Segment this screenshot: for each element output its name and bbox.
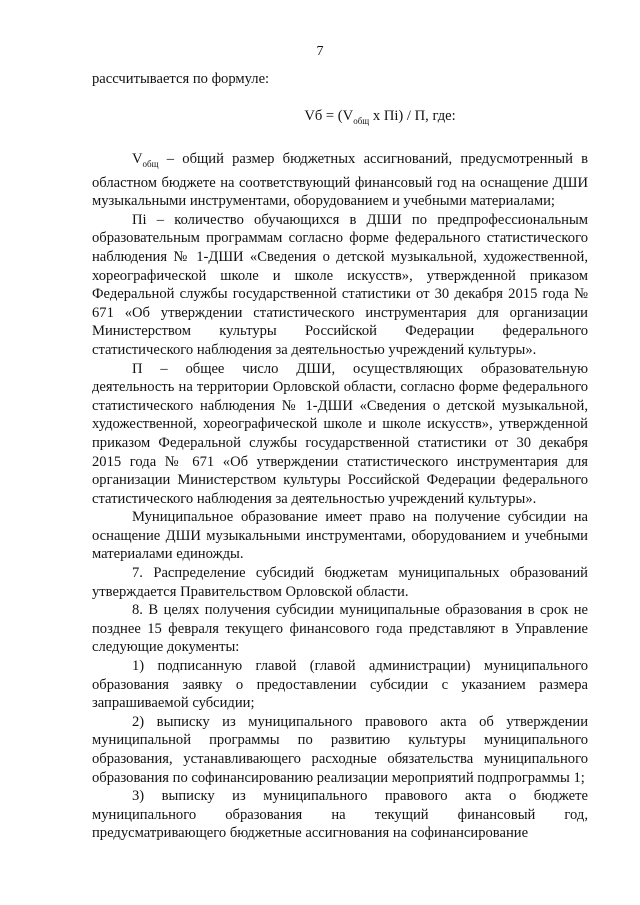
formula <box>92 107 588 131</box>
paragraph-subitem-2: 2) выписку из муниципального правового акта об утверждении муниципальной программы по развитию культуры муниципального образования, устанавливающего расходные обязательства муниципального образования по софинансированию реализации мероприятий подпрограммы 1; <box>92 713 588 786</box>
vobsh-subscript: общ <box>142 159 159 169</box>
paragraph-p-definition: П – общее число ДШИ, осуществляющих образовательную деятельность на территории Орловской области, согласно форме федерального статистического наблюдения № 1-ДШИ «Сведения о детской музыкальной, художественной, хореографической школе и школе искусств», утвержденной приказом Федеральной службы государственной статистики от 30 декабря 2015 года № 671 «Об утверждении статистического инструментария для организации Министерством культуры Российской Федерации федерального статистического наблюдения за деятельностью учреждений культуры». <box>92 360 588 507</box>
paragraph-pi-definition: Пi – количество обучающихся в ДШИ по предпрофессиональным образовательным программам согласно форме федерального статистического наблюдения № 1-ДШИ «Сведения о детской музыкальной, художественной, хореографической школе и школе искусств», утвержденной приказом Федеральной службы государственной статистики от 30 декабря 2015 года № 671 «Об утверждении статистического инструментария для организации Министерством культуры Российской Федерации федерального статистического наблюдения за деятельностью учреждений культуры». <box>92 211 588 358</box>
paragraph-one-time-right: Муниципальное образование имеет право на получение субсидии на оснащение ДШИ музыкальными инструментами, оборудованием и учебными материалами единожды. <box>92 509 588 563</box>
paragraph-item-8: 8. В целях получения субсидии муниципальные образования в срок не позднее 15 февраля текущего финансового года представляют в Управление следующие документы: <box>92 602 588 656</box>
formula-lhs: Vб = (V <box>304 107 354 124</box>
formula-subscript: общ <box>353 115 370 126</box>
paragraph-subitem-1: 1) подписанную главой (главой администрации) муниципального образования заявку о предоставлении субсидии с указанием размера запрашиваемой субсидии; <box>92 658 588 712</box>
vobsh-symbol: V <box>132 151 143 168</box>
paragraph-item-7: 7. Распределение субсидий бюджетам муниципальных образований утверждается Правительством Орловской области. <box>92 565 588 600</box>
formula-rhs: x Пi) / П, где: <box>369 107 456 124</box>
document-body <box>92 70 588 843</box>
page-number: 7 <box>316 44 324 59</box>
vobsh-text: – общий размер бюджетных ассигнований, предусмотренный в областном бюджете на соответствующий финансовый год на оснащение ДШИ музыкальными инструментами, оборудованием и учебными материалами; <box>92 151 588 210</box>
paragraph-vobsh-definition <box>92 150 588 211</box>
intro-line: рассчитывается по формуле: <box>92 71 270 87</box>
paragraph-subitem-3: 3) выписку из муниципального правового акта о бюджете муниципального образования на текущий финансовый год, предусматривающего бюджетные ассигнования на софинансирование <box>92 788 588 842</box>
